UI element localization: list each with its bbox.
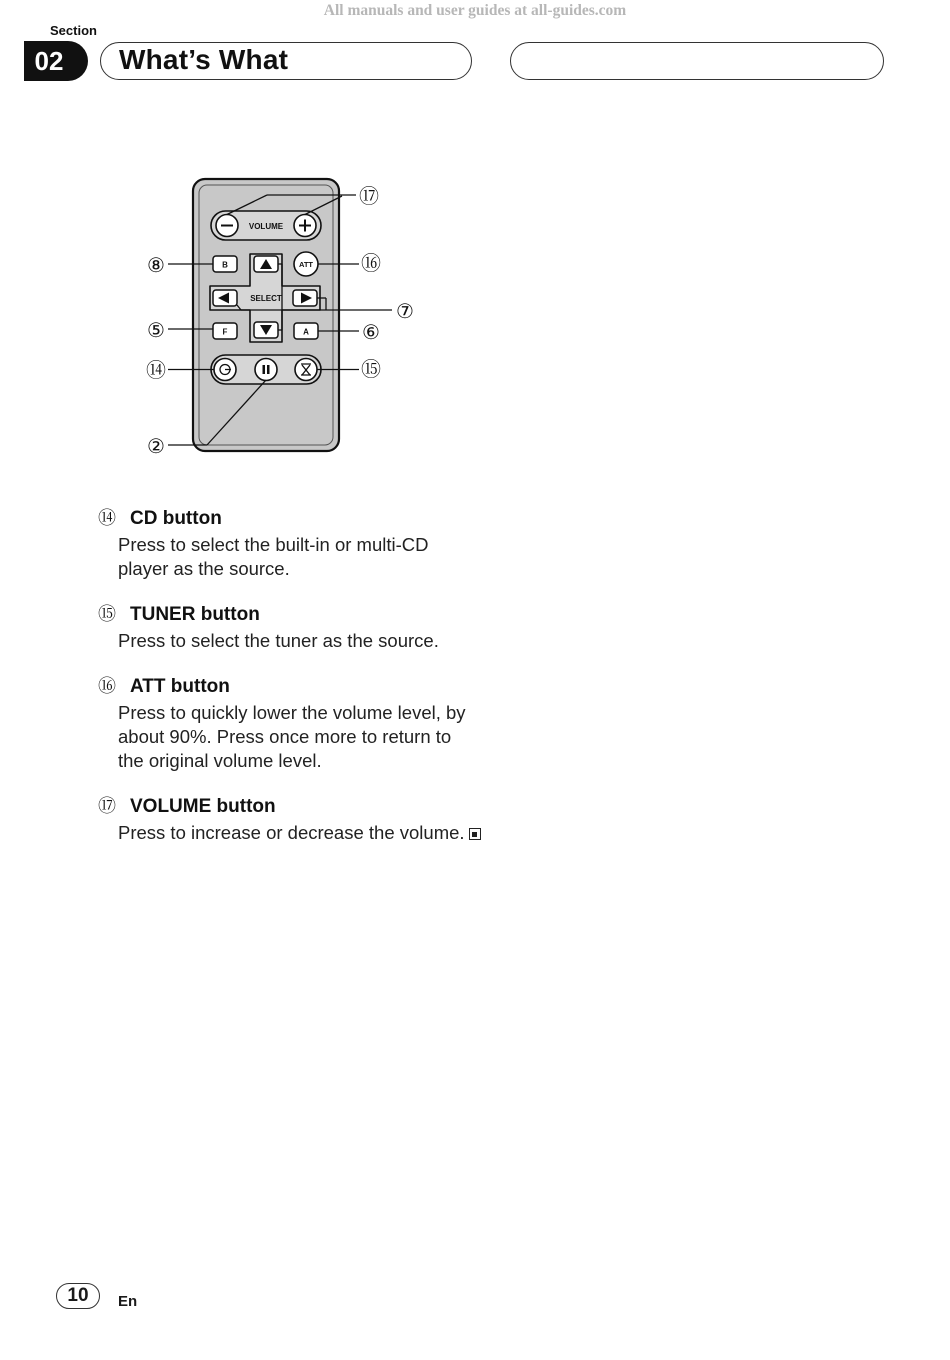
callout-6: ⑥ — [362, 320, 380, 344]
language-code: En — [118, 1293, 138, 1310]
callout-16: ⑯ — [361, 251, 381, 275]
page-number: 10 — [67, 1285, 89, 1306]
entry-body: Press to quickly lower the volume level, by about 90%. Press once more to return to the original volume level. — [118, 702, 466, 771]
page-number-badge — [56, 1283, 100, 1309]
callout-15: ⑮ — [361, 357, 381, 381]
entry-title: TUNER button — [130, 604, 260, 625]
entry-body: Press to select the tuner as the source. — [118, 630, 439, 651]
entry-title: ATT button — [130, 676, 230, 697]
entry-title: VOLUME button — [130, 796, 276, 817]
entry-body — [118, 821, 498, 845]
select-label: SELECT — [250, 294, 282, 303]
remote-control-diagram — [0, 0, 950, 480]
end-mark-icon — [469, 828, 481, 840]
entry-number: ⑰ — [98, 796, 116, 816]
entry-cd-button — [98, 504, 498, 581]
entry-tuner-button — [98, 600, 498, 653]
pause-icon — [263, 365, 266, 374]
entry-body-text: Press to increase or decrease the volume. — [118, 822, 465, 843]
page-title: What’s What — [119, 44, 289, 75]
b-label: B — [222, 260, 228, 270]
callout-7: ⑦ — [396, 299, 414, 323]
entry-att-button — [98, 672, 498, 773]
pause-button — [255, 359, 277, 381]
volume-label: VOLUME — [248, 222, 284, 231]
f-label: F — [222, 327, 228, 337]
callout-17: ⑰ — [359, 184, 379, 208]
entry-number: ⑯ — [98, 676, 116, 696]
entry-volume-button — [98, 792, 498, 845]
callout-8: ⑧ — [147, 253, 165, 277]
entry-title: CD button — [130, 508, 222, 529]
section-number: 02 — [34, 45, 64, 76]
section-label: Section — [50, 23, 97, 38]
entry-body: Press to select the built-in or multi-CD player as the source. — [118, 534, 429, 579]
entry-number: ⑭ — [98, 508, 116, 528]
watermark: All manuals and user guides at all-guides.com — [323, 2, 627, 19]
att-label: ATT — [298, 260, 314, 269]
callout-2: ② — [147, 434, 165, 458]
a-label: A — [303, 327, 309, 337]
entry-number: ⑮ — [98, 604, 116, 624]
callout-5: ⑤ — [147, 318, 165, 342]
callout-14: ⑭ — [146, 358, 166, 382]
